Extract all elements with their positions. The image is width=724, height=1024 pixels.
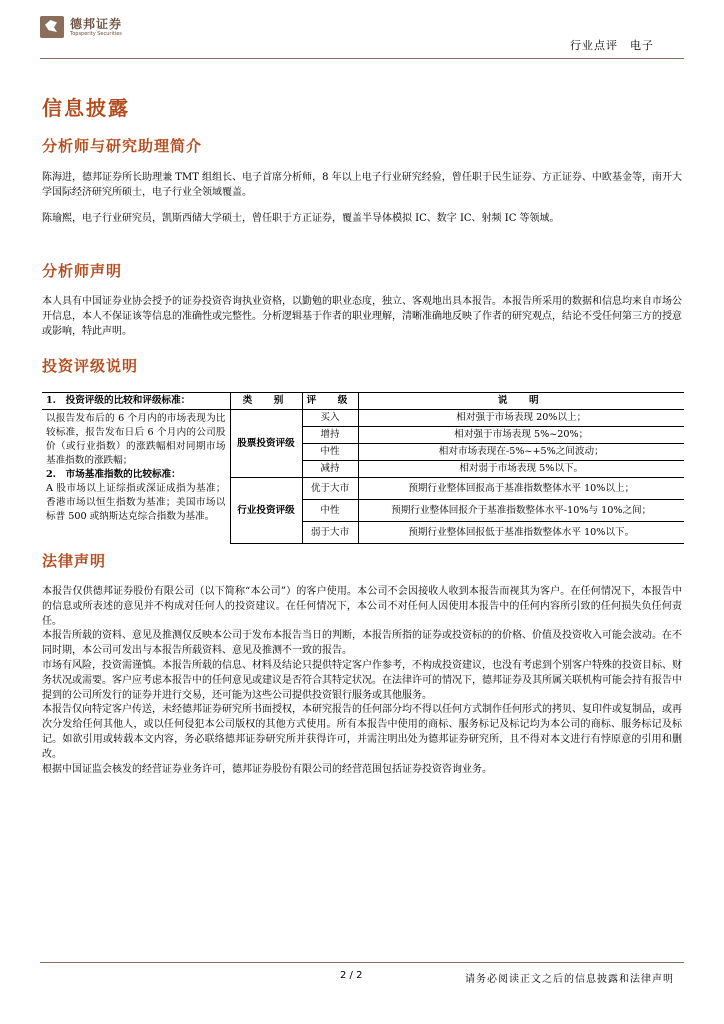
rating-table xyxy=(42,392,684,544)
page-number: 2 / 2 xyxy=(340,970,363,981)
benchmark-text: A 股市场以上证综指或深证成指为基准；香港市场以恒生指数为基准；美国市场以标普 500 或纳斯达克综合指数为基准。 xyxy=(46,483,226,522)
rating-criteria-text: 以报告发布后的 6 个月内的市场表现为比较标准，报告发布日后 6 个月内的公司股价（或行业指数）的涨跌幅相对同期市场基准指数的涨跌幅； xyxy=(46,413,226,466)
report-category: 行业点评 电子 xyxy=(570,39,654,52)
analyst-statement: 本人具有中国证券业协会授予的证券投资咨询执业资格，以勤勉的职业态度，独立、客观地出具本报告。本报告所采用的数据和信息均来自市场公开信息，本人不保证该等信息的准确性或完整性。分析逻辑基于作者的职业理解，清晰准确地反映了作者的研究观点，结论不受任何第三方的授意或影响，特此声明。 xyxy=(42,296,682,337)
desc-cell: 预期行业整体回报高于基准指数整体水平 10%以上； xyxy=(358,478,684,500)
analyst-intro-1: 陈海进，德邦证券所长助理兼 TMT 组组长、电子首席分析师，8 年以上电子行业研究经验，曾任职于民生证券、方正证券、中欧基金等，南开大学国际经济研究所硕士，电子行业全领域覆盖。 xyxy=(42,172,682,198)
company-logo xyxy=(40,14,150,40)
grade-cell: 弱于大市 xyxy=(302,522,358,544)
benchmark-heading: 2. 市场基准指数的比较标准： xyxy=(46,469,181,480)
desc-cell: 相对强于市场表现 5%~20%； xyxy=(358,427,684,444)
desc-cell: 相对市场表现在-5%~+5%之间波动； xyxy=(358,444,684,461)
analyst-intro-2: 陈瑜熙，电子行业研究员，凯斯西储大学硕士，曾任职于方正证券，覆盖半导体模拟 IC、数字 IC、射频 IC 等领域。 xyxy=(42,213,560,224)
legal-paragraph-3: 市场有风险，投资需谨慎。本报告所载的信息、材料及结论只提供特定客户作参考，不构成投资建议，也没有考虑到个别客户特殊的投资目标、财务状况或需要。客户应考虑本报告中的任何意见或建议是否符合其特定状况。在法律许可的情况下，德邦证券及其所属关联机构可能会持有报告中提到的公司所发行的证券并进行交易，还可能为这些公司提供投资银行服务或其他服务。 xyxy=(42,659,682,701)
industry-rating-type: 行业投资评级 xyxy=(230,478,302,544)
header-desc: 说 明 xyxy=(358,393,684,410)
legal-paragraph-4: 本报告仅向特定客户传送，未经德邦证券研究所书面授权，本研究报告的任何部分均不得以任何方式制作任何形式的拷贝、复印件或复制品，或再次分发给任何其他人，或以任何侵犯本公司版权的其他方式使用。所有本报告中使用的商标、服务标记及标记均为本公司的商标、服务标记及标记。如欲引用或转载本文内容，务必联络德邦证券研究所并获得许可，并需注明出处为德邦证券研究所，且不得对本文进行有悖原意的引用和删改。 xyxy=(42,704,682,760)
grade-cell: 增持 xyxy=(302,427,358,444)
rating-criteria-heading: 1. 投资评级的比较和评级标准： xyxy=(42,393,230,410)
analyst-section-title: 分析师与研究助理简介 xyxy=(42,137,203,155)
desc-cell: 相对强于市场表现 20%以上； xyxy=(358,410,684,427)
footer-divider xyxy=(40,962,684,963)
legal-section-title: 法律声明 xyxy=(42,552,107,570)
header-type: 类 别 xyxy=(230,393,302,410)
statement-section-title: 分析师声明 xyxy=(42,262,123,280)
legal-text xyxy=(42,585,682,777)
rating-section-title: 投资评级说明 xyxy=(42,357,139,375)
desc-cell: 预期行业整体回报低于基准指数整体水平 10%以下。 xyxy=(358,522,684,544)
logo-icon xyxy=(40,16,64,38)
header-divider xyxy=(40,58,684,59)
logo-name-cn: 德邦证券 xyxy=(70,16,123,31)
legal-paragraph-2: 本报告所载的资料、意见及推测仅反映本公司于发布本报告当日的判断，本报告所指的证券或投资标的的价格、价值及投资收入可能会波动。在不同时期，本公司可发出与本报告所载资料、意见及推测不一致的报告。 xyxy=(42,630,682,657)
legal-paragraph-5: 根据中国证监会核发的经营证券业务许可，德邦证券股份有限公司的经营范围包括证券投资咨询业务。 xyxy=(42,763,492,775)
page-title: 信息披露 xyxy=(42,96,130,120)
footer-note: 请务必阅读正文之后的信息披露和法律声明 xyxy=(465,974,674,985)
rating-criteria-cell xyxy=(42,410,230,544)
grade-cell: 优于大市 xyxy=(302,478,358,500)
legal-paragraph-1: 本报告仅供德邦证券股份有限公司（以下简称“本公司”）的客户使用。本公司不会因接收人收到本报告而视其为客户。在任何情况下，本报告中的信息或所表述的意见并不构成对任何人的投资建议。在任何情况下，本公司不对任何人因使用本报告中的任何内容所引致的任何损失负任何责任。 xyxy=(42,586,682,627)
desc-cell: 预期行业整体回报介于基准指数整体水平-10%与 10%之间； xyxy=(358,500,684,522)
desc-cell: 相对弱于市场表现 5%以下。 xyxy=(358,461,684,478)
grade-cell: 买入 xyxy=(302,410,358,427)
header-grade: 评 级 xyxy=(302,393,358,410)
logo-name-en: Topsperity Securities xyxy=(70,30,122,37)
stock-rating-type: 股票投资评级 xyxy=(230,410,302,478)
grade-cell: 减持 xyxy=(302,461,358,478)
grade-cell: 中性 xyxy=(302,500,358,522)
grade-cell: 中性 xyxy=(302,444,358,461)
